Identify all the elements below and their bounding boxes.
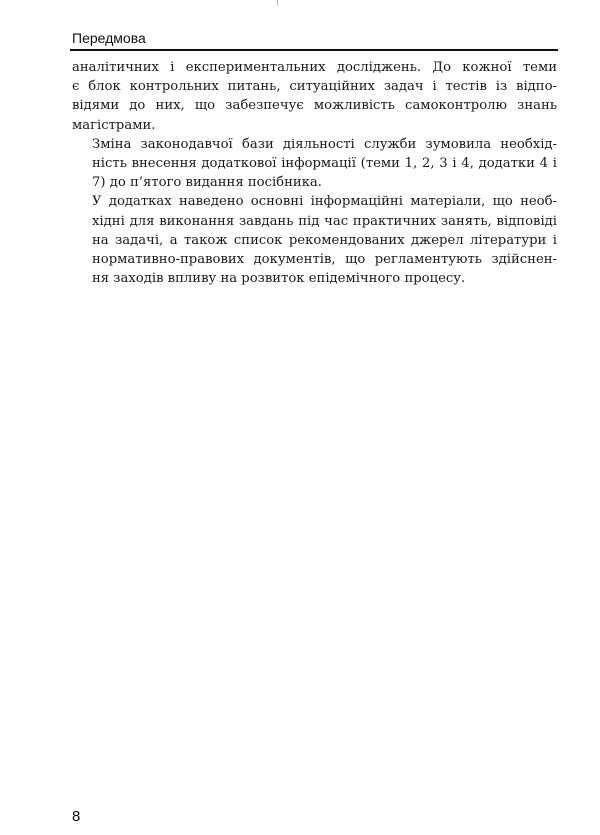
text-line: ня заходів впливу на розвиток епідемічного процесу.: [92, 271, 466, 287]
text-line: відями до них, що забезпечує можливість самоконтролю знань: [72, 98, 557, 114]
text-line: У додатках наведено основні інформаційні матеріали, що необ-: [92, 194, 557, 210]
text-line: хідні для виконання завдань під час практичних занять, відповіді: [92, 213, 557, 229]
text-line: на задачі, а також список рекомендованих джерел літератури і: [92, 232, 557, 248]
text-line: аналітичних і експериментальних досліджень. До кожної теми: [72, 60, 557, 75]
text-line: ність внесення додаткової інформації (теми 1, 2, 3 і 4, додатки 4 і: [92, 156, 557, 172]
body-text: [72, 58, 557, 288]
page-number: 8: [72, 808, 81, 825]
paragraph-1: [72, 58, 557, 135]
text-line: нормативно-правових документів, що регламентують здійснен-: [92, 252, 557, 268]
crop-mark: [277, 0, 278, 6]
text-line: Зміна законодавчої бази діяльності служби зумовила необхід-: [92, 136, 557, 152]
paragraph-3: [72, 192, 557, 288]
text-line: магістрами.: [72, 117, 156, 133]
running-head: Передмова: [72, 30, 146, 46]
paragraph-2: [72, 135, 557, 193]
text-line: 7) до п’ятого видання посібника.: [92, 175, 322, 191]
text-line: є блок контрольних питань, ситуаційних задач і тестів із відпо-: [72, 79, 557, 95]
header-rule: [70, 49, 558, 51]
